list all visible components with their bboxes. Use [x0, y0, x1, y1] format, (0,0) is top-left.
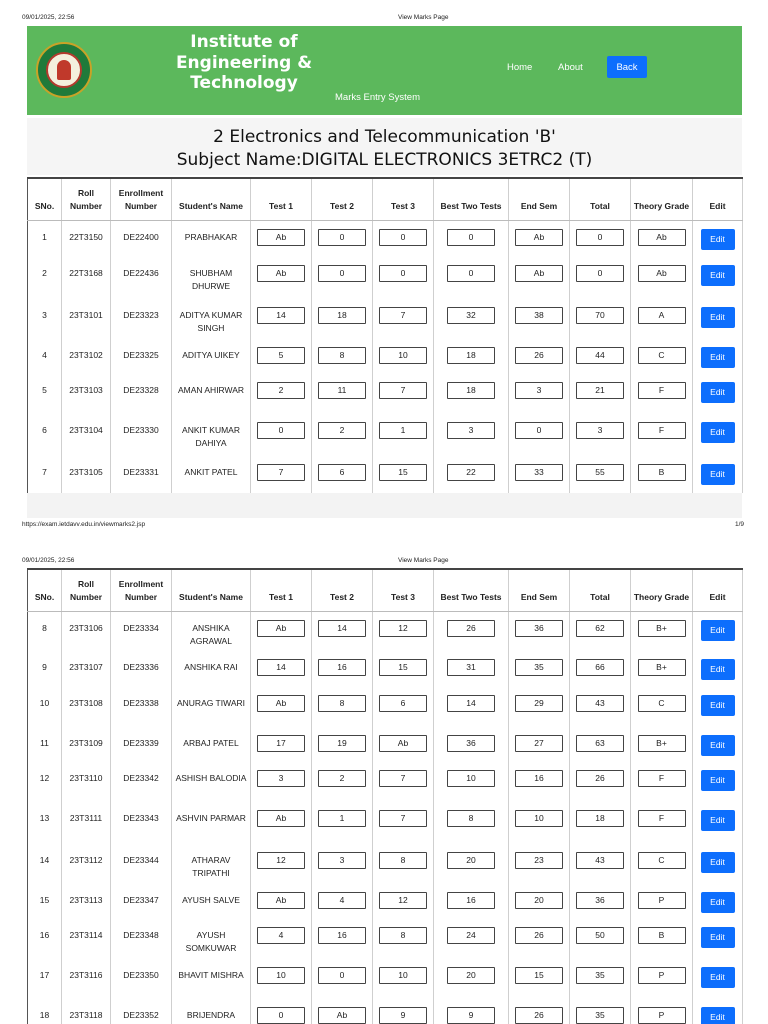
grade-field[interactable]: A: [638, 307, 686, 324]
column-header: Enrollment Number: [111, 178, 172, 220]
enrollment-cell: DE23342: [111, 762, 172, 802]
test1-field[interactable]: Ab: [257, 695, 305, 712]
enrollment-cell: DE22436: [111, 257, 172, 299]
enrollment-cell: DE23352: [111, 999, 172, 1024]
grade-field[interactable]: C: [638, 347, 686, 364]
roll-number-cell: 23T3112: [62, 844, 111, 884]
grade-field[interactable]: B: [638, 464, 686, 481]
best-two-field[interactable]: 20: [447, 852, 495, 869]
student-name-cell: ATHARAV TRIPATHI: [172, 844, 251, 884]
test2-field[interactable]: 0: [318, 967, 366, 984]
test1-field[interactable]: 14: [257, 659, 305, 676]
sno-cell: 17: [28, 959, 62, 999]
test3-field[interactable]: 7: [379, 307, 427, 324]
roll-number-cell: 23T3110: [62, 762, 111, 802]
total-field[interactable]: 21: [576, 382, 624, 399]
student-name-cell: ANKIT PATEL: [172, 456, 251, 493]
grade-field[interactable]: F: [638, 422, 686, 439]
end-sem-field[interactable]: 26: [515, 927, 563, 944]
enrollment-cell: DE23328: [111, 374, 172, 414]
best-two-field[interactable]: 32: [447, 307, 495, 324]
test3-field[interactable]: 15: [379, 659, 427, 676]
table-row: [28, 999, 743, 1024]
test3-field[interactable]: 8: [379, 852, 427, 869]
end-sem-field[interactable]: 33: [515, 464, 563, 481]
best-two-field[interactable]: 20: [447, 967, 495, 984]
sno-cell: 4: [28, 339, 62, 374]
table-row: [28, 220, 743, 257]
total-field[interactable]: 35: [576, 1007, 624, 1024]
test2-field[interactable]: 18: [318, 307, 366, 324]
total-field[interactable]: 36: [576, 892, 624, 909]
test1-field[interactable]: 3: [257, 770, 305, 787]
edit-button[interactable]: Edit: [701, 620, 735, 641]
table-row: [28, 959, 743, 999]
edit-button[interactable]: Edit: [701, 382, 735, 403]
test2-field[interactable]: 8: [318, 347, 366, 364]
total-field[interactable]: 70: [576, 307, 624, 324]
column-header: Enrollment Number: [111, 569, 172, 611]
table-row: [28, 802, 743, 844]
end-sem-field[interactable]: 27: [515, 735, 563, 752]
test1-field[interactable]: Ab: [257, 229, 305, 246]
test3-field[interactable]: 0: [379, 229, 427, 246]
table-row: [28, 727, 743, 762]
student-name-cell: ANSHIKA RAI: [172, 651, 251, 687]
marks-table-page2: [27, 568, 742, 1024]
enrollment-cell: DE23334: [111, 611, 172, 651]
enrollment-cell: DE23338: [111, 687, 172, 727]
test3-field[interactable]: 12: [379, 620, 427, 637]
total-field[interactable]: 3: [576, 422, 624, 439]
enrollment-cell: DE23323: [111, 299, 172, 339]
total-field[interactable]: 0: [576, 229, 624, 246]
total-field[interactable]: 0: [576, 265, 624, 282]
end-sem-field[interactable]: Ab: [515, 229, 563, 246]
best-two-field[interactable]: 0: [447, 229, 495, 246]
end-sem-field[interactable]: Ab: [515, 265, 563, 282]
test1-field[interactable]: 12: [257, 852, 305, 869]
column-header: End Sem: [509, 569, 570, 611]
grade-field[interactable]: F: [638, 770, 686, 787]
grade-field[interactable]: Ab: [638, 229, 686, 246]
test3-field[interactable]: 15: [379, 464, 427, 481]
student-name-cell: ARBAJ PATEL: [172, 727, 251, 762]
student-name-cell: ASHVIN PARMAR: [172, 802, 251, 844]
edit-button[interactable]: Edit: [701, 770, 735, 791]
best-two-field[interactable]: 8: [447, 810, 495, 827]
edit-button[interactable]: Edit: [701, 659, 735, 680]
column-header: Test 3: [373, 178, 434, 220]
roll-number-cell: 23T3113: [62, 884, 111, 919]
sno-cell: 2: [28, 257, 62, 299]
subject-name: Subject Name:DIGITAL ELECTRONICS 3ETRC2 (T): [176, 150, 593, 170]
roll-number-cell: 23T3105: [62, 456, 111, 493]
total-field[interactable]: 43: [576, 852, 624, 869]
grade-field[interactable]: C: [638, 852, 686, 869]
column-header: Test 1: [251, 569, 312, 611]
column-header: Student's Name: [172, 569, 251, 611]
end-sem-field[interactable]: 29: [515, 695, 563, 712]
total-field[interactable]: 44: [576, 347, 624, 364]
grade-field[interactable]: B: [638, 927, 686, 944]
edit-button[interactable]: Edit: [701, 265, 735, 286]
test3-field[interactable]: 10: [379, 967, 427, 984]
table-row: [28, 339, 743, 374]
table-row: [28, 762, 743, 802]
table-row: [28, 299, 743, 339]
enrollment-cell: DE23348: [111, 919, 172, 959]
grade-field[interactable]: F: [638, 810, 686, 827]
sno-cell: 13: [28, 802, 62, 844]
sno-cell: 12: [28, 762, 62, 802]
roll-number-cell: 23T3114: [62, 919, 111, 959]
test1-field[interactable]: 0: [257, 422, 305, 439]
table-row: [28, 844, 743, 884]
table-header-row: [28, 569, 743, 611]
total-field[interactable]: 35: [576, 967, 624, 984]
test2-field[interactable]: 0: [318, 265, 366, 282]
test1-field[interactable]: 7: [257, 464, 305, 481]
edit-button[interactable]: Edit: [701, 735, 735, 756]
sno-cell: 16: [28, 919, 62, 959]
sno-cell: 8: [28, 611, 62, 651]
test3-field[interactable]: 8: [379, 927, 427, 944]
table-row: [28, 884, 743, 919]
test3-field[interactable]: 7: [379, 382, 427, 399]
test2-field[interactable]: 16: [318, 659, 366, 676]
table-row: [28, 257, 743, 299]
test1-field[interactable]: 10: [257, 967, 305, 984]
total-field[interactable]: 66: [576, 659, 624, 676]
best-two-field[interactable]: 24: [447, 927, 495, 944]
student-name-cell: ANSHIKA AGRAWAL: [172, 611, 251, 651]
test3-field[interactable]: 6: [379, 695, 427, 712]
test2-field[interactable]: 8: [318, 695, 366, 712]
roll-number-cell: 23T3106: [62, 611, 111, 651]
student-name-cell: AMAN AHIRWAR: [172, 374, 251, 414]
test2-field[interactable]: 0: [318, 229, 366, 246]
column-header: Test 1: [251, 178, 312, 220]
test3-field[interactable]: 1: [379, 422, 427, 439]
roll-number-cell: 23T3104: [62, 414, 111, 456]
test2-field[interactable]: Ab: [318, 1007, 366, 1024]
end-sem-field[interactable]: 36: [515, 620, 563, 637]
student-name-cell: ASHISH BALODIA: [172, 762, 251, 802]
table-row: [28, 414, 743, 456]
roll-number-cell: 23T3103: [62, 374, 111, 414]
column-header: Edit: [693, 569, 743, 611]
column-header: Total: [570, 569, 631, 611]
test3-field[interactable]: 10: [379, 347, 427, 364]
test3-field[interactable]: 0: [379, 265, 427, 282]
student-name-cell: AYUSH SALVE: [172, 884, 251, 919]
test2-field[interactable]: 16: [318, 927, 366, 944]
test1-field[interactable]: 5: [257, 347, 305, 364]
enrollment-cell: DE23344: [111, 844, 172, 884]
total-field[interactable]: 18: [576, 810, 624, 827]
edit-button[interactable]: Edit: [701, 892, 735, 913]
table-header-row: [28, 178, 743, 220]
test2-field[interactable]: 11: [318, 382, 366, 399]
test2-field[interactable]: 3: [318, 852, 366, 869]
test1-field[interactable]: Ab: [257, 620, 305, 637]
total-field[interactable]: 50: [576, 927, 624, 944]
print-datetime-page2: 09/01/2025, 22:56: [22, 557, 75, 564]
end-sem-field[interactable]: 3: [515, 382, 563, 399]
end-sem-field[interactable]: 26: [515, 1007, 563, 1024]
print-url: https://exam.ietdavv.edu.in/viewmarks2.jsp: [22, 521, 146, 528]
column-header: Best Two Tests: [434, 569, 509, 611]
edit-button[interactable]: Edit: [701, 927, 735, 948]
best-two-field[interactable]: 31: [447, 659, 495, 676]
sno-cell: 6: [28, 414, 62, 456]
roll-number-cell: 23T3116: [62, 959, 111, 999]
roll-number-cell: 23T3102: [62, 339, 111, 374]
enrollment-cell: DE23347: [111, 884, 172, 919]
test2-field[interactable]: 2: [318, 770, 366, 787]
test2-field[interactable]: 19: [318, 735, 366, 752]
test2-field[interactable]: 4: [318, 892, 366, 909]
test2-field[interactable]: 14: [318, 620, 366, 637]
edit-button[interactable]: Edit: [701, 695, 735, 716]
column-header: Best Two Tests: [434, 178, 509, 220]
edit-button[interactable]: Edit: [701, 347, 735, 368]
test3-field[interactable]: 12: [379, 892, 427, 909]
best-two-field[interactable]: 22: [447, 464, 495, 481]
end-sem-field[interactable]: 20: [515, 892, 563, 909]
sno-cell: 1: [28, 220, 62, 257]
roll-number-cell: 22T3150: [62, 220, 111, 257]
best-two-field[interactable]: 9: [447, 1007, 495, 1024]
roll-number-cell: 23T3111: [62, 802, 111, 844]
print-page-title: View Marks Page: [398, 14, 449, 21]
sno-cell: 7: [28, 456, 62, 493]
enrollment-cell: DE23343: [111, 802, 172, 844]
sno-cell: 18: [28, 999, 62, 1024]
edit-button[interactable]: Edit: [701, 810, 735, 831]
enrollment-cell: DE23336: [111, 651, 172, 687]
column-header: Test 2: [312, 178, 373, 220]
grade-field[interactable]: P: [638, 892, 686, 909]
column-header: Edit: [693, 178, 743, 220]
grade-field[interactable]: C: [638, 695, 686, 712]
total-field[interactable]: 43: [576, 695, 624, 712]
print-datetime: 09/01/2025, 22:56: [22, 14, 75, 21]
student-name-cell: ADITYA KUMAR SINGH: [172, 299, 251, 339]
print-page-title-page2: View Marks Page: [398, 557, 449, 564]
column-header: Test 3: [373, 569, 434, 611]
enrollment-cell: DE23325: [111, 339, 172, 374]
table-row: [28, 611, 743, 651]
student-name-cell: BHAVIT MISHRA: [172, 959, 251, 999]
best-two-field[interactable]: 0: [447, 265, 495, 282]
column-header: Theory Grade: [631, 178, 693, 220]
grade-field[interactable]: Ab: [638, 265, 686, 282]
roll-number-cell: 23T3107: [62, 651, 111, 687]
student-name-cell: BRIJENDRA: [172, 999, 251, 1024]
edit-button[interactable]: Edit: [701, 967, 735, 988]
test1-field[interactable]: 0: [257, 1007, 305, 1024]
student-name-cell: ANURAG TIWARI: [172, 687, 251, 727]
nav-about-link[interactable]: About: [558, 62, 583, 73]
test1-field[interactable]: Ab: [257, 265, 305, 282]
roll-number-cell: 23T3108: [62, 687, 111, 727]
student-name-cell: SHUBHAM DHURWE: [172, 257, 251, 299]
test1-field[interactable]: Ab: [257, 810, 305, 827]
student-name-cell: PRABHAKAR: [172, 220, 251, 257]
test3-field[interactable]: Ab: [379, 735, 427, 752]
total-field[interactable]: 63: [576, 735, 624, 752]
edit-button[interactable]: Edit: [701, 422, 735, 443]
end-sem-field[interactable]: 10: [515, 810, 563, 827]
sno-cell: 14: [28, 844, 62, 884]
best-two-field[interactable]: 3: [447, 422, 495, 439]
best-two-field[interactable]: 26: [447, 620, 495, 637]
enrollment-cell: DE23330: [111, 414, 172, 456]
enrollment-cell: DE22400: [111, 220, 172, 257]
column-header: End Sem: [509, 178, 570, 220]
edit-button[interactable]: Edit: [701, 1007, 735, 1024]
site-header: [27, 26, 742, 115]
enrollment-cell: DE23350: [111, 959, 172, 999]
enrollment-cell: DE23339: [111, 727, 172, 762]
roll-number-cell: 23T3109: [62, 727, 111, 762]
institute-logo-icon: [36, 42, 92, 98]
column-header: SNo.: [28, 569, 62, 611]
edit-button[interactable]: Edit: [701, 464, 735, 485]
test2-field[interactable]: 6: [318, 464, 366, 481]
grade-field[interactable]: B+: [638, 659, 686, 676]
roll-number-cell: 23T3101: [62, 299, 111, 339]
test3-field[interactable]: 7: [379, 770, 427, 787]
table-row: [28, 456, 743, 493]
end-sem-field[interactable]: 16: [515, 770, 563, 787]
best-two-field[interactable]: 18: [447, 382, 495, 399]
test1-field[interactable]: 4: [257, 927, 305, 944]
test1-field[interactable]: 17: [257, 735, 305, 752]
page-bottom-area: [27, 493, 742, 518]
print-page-number: 1/9: [735, 521, 745, 528]
grade-field[interactable]: B+: [638, 735, 686, 752]
marks-table-page1: [27, 177, 742, 493]
grade-field[interactable]: P: [638, 1007, 686, 1024]
test3-field[interactable]: 7: [379, 810, 427, 827]
best-two-field[interactable]: 18: [447, 347, 495, 364]
test3-field[interactable]: 9: [379, 1007, 427, 1024]
enrollment-cell: DE23331: [111, 456, 172, 493]
table-row: [28, 687, 743, 727]
roll-number-cell: 23T3118: [62, 999, 111, 1024]
institute-title: Institute of Engineering & Technology: [175, 32, 313, 93]
column-header: Roll Number: [62, 569, 111, 611]
end-sem-field[interactable]: 26: [515, 347, 563, 364]
roll-number-cell: 22T3168: [62, 257, 111, 299]
column-header: Student's Name: [172, 178, 251, 220]
system-subtitle: Marks Entry System: [335, 92, 420, 103]
student-name-cell: AYUSH SOMKUWAR: [172, 919, 251, 959]
sno-cell: 15: [28, 884, 62, 919]
student-name-cell: ANKIT KUMAR DAHIYA: [172, 414, 251, 456]
edit-button[interactable]: Edit: [701, 229, 735, 250]
test2-field[interactable]: 1: [318, 810, 366, 827]
test1-field[interactable]: 14: [257, 307, 305, 324]
column-header: Test 2: [312, 569, 373, 611]
end-sem-field[interactable]: 35: [515, 659, 563, 676]
back-button[interactable]: Back: [607, 56, 647, 78]
table-row: [28, 374, 743, 414]
column-header: Theory Grade: [631, 569, 693, 611]
end-sem-field[interactable]: 23: [515, 852, 563, 869]
grade-field[interactable]: B+: [638, 620, 686, 637]
column-header: SNo.: [28, 178, 62, 220]
end-sem-field[interactable]: 15: [515, 967, 563, 984]
best-two-field[interactable]: 14: [447, 695, 495, 712]
total-field[interactable]: 55: [576, 464, 624, 481]
column-header: Roll Number: [62, 178, 111, 220]
table-row: [28, 651, 743, 687]
nav-home-link[interactable]: Home: [507, 62, 533, 73]
edit-button[interactable]: Edit: [701, 307, 735, 328]
total-field[interactable]: 62: [576, 620, 624, 637]
grade-field[interactable]: F: [638, 382, 686, 399]
sno-cell: 9: [28, 651, 62, 687]
sno-cell: 10: [28, 687, 62, 727]
test1-field[interactable]: 2: [257, 382, 305, 399]
student-name-cell: ADITYA UIKEY: [172, 339, 251, 374]
column-header: Total: [570, 178, 631, 220]
sno-cell: 3: [28, 299, 62, 339]
total-field[interactable]: 26: [576, 770, 624, 787]
grade-field[interactable]: P: [638, 967, 686, 984]
table-row: [28, 919, 743, 959]
end-sem-field[interactable]: 0: [515, 422, 563, 439]
class-name: 2 Electronics and Telecommunication 'B': [213, 127, 556, 147]
best-two-field[interactable]: 10: [447, 770, 495, 787]
best-two-field[interactable]: 36: [447, 735, 495, 752]
end-sem-field[interactable]: 38: [515, 307, 563, 324]
sno-cell: 5: [28, 374, 62, 414]
sno-cell: 11: [28, 727, 62, 762]
test2-field[interactable]: 2: [318, 422, 366, 439]
best-two-field[interactable]: 16: [447, 892, 495, 909]
test1-field[interactable]: Ab: [257, 892, 305, 909]
subject-heading: [27, 118, 742, 175]
edit-button[interactable]: Edit: [701, 852, 735, 873]
